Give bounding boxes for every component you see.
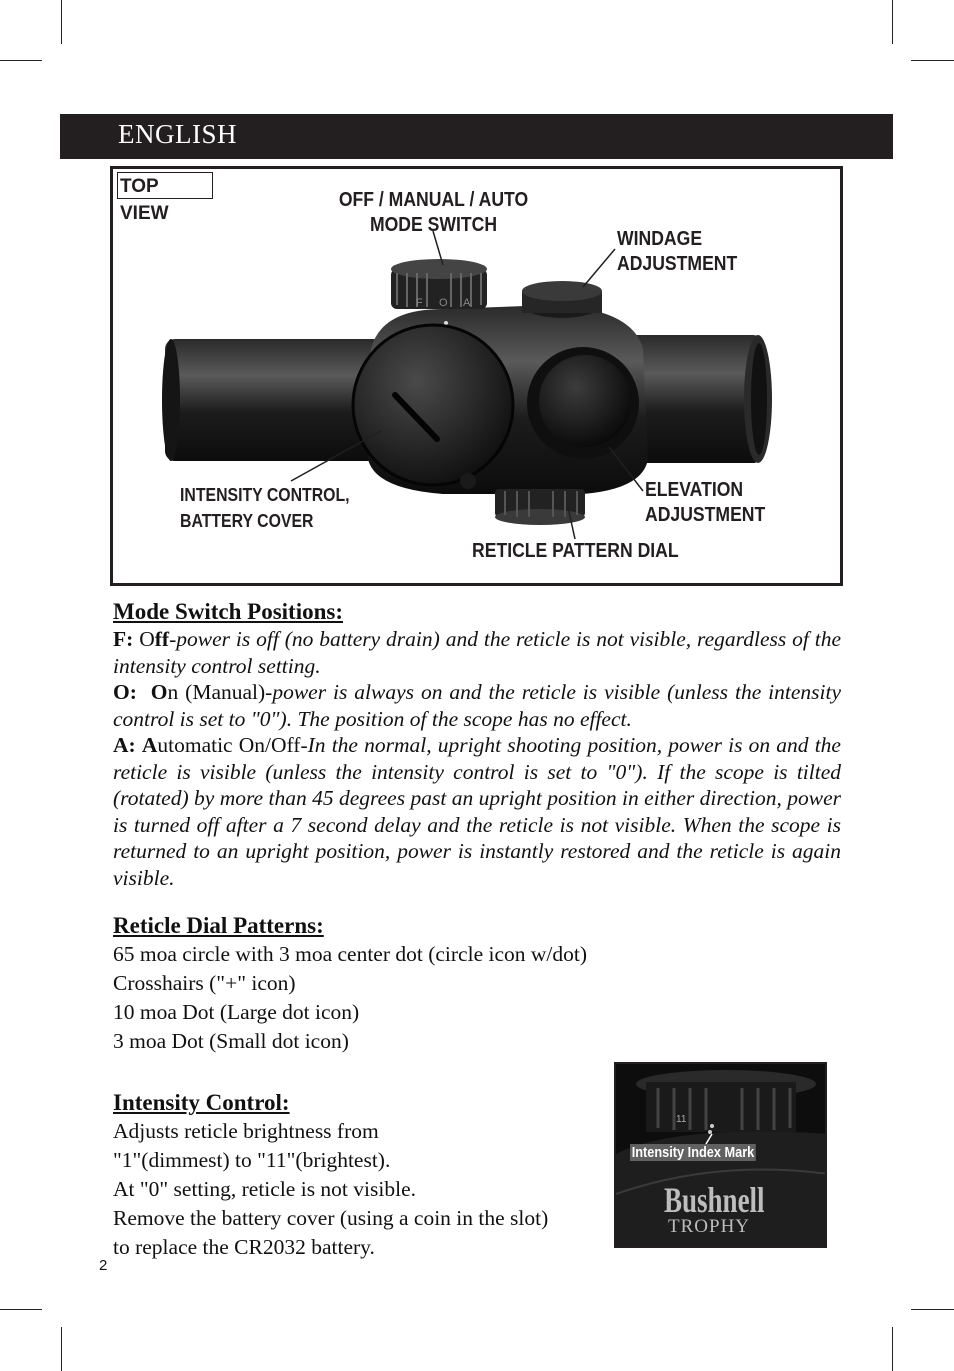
crop-mark	[0, 1309, 42, 1310]
dial-number: 11	[676, 1114, 687, 1125]
switch-letter-f: F	[416, 297, 423, 309]
switch-letter-o: O	[439, 297, 448, 309]
mode-key: F:	[113, 627, 134, 651]
reticle-patterns-section	[113, 912, 841, 1056]
callout-line: MODE SWITCH	[369, 214, 498, 236]
callout-line: INTENSITY CONTROL,	[180, 485, 350, 505]
callout-line: OFF / MANUAL / AUTO	[338, 189, 529, 211]
mode-initial: A	[141, 733, 158, 757]
mode-o-paragraph	[113, 679, 841, 732]
intensity-photo	[614, 1062, 827, 1248]
mode-word: ff	[154, 627, 170, 651]
callout-line: BATTERY COVER	[180, 511, 314, 531]
reticle-dial-callout: RETICLE PATTERN DIAL	[472, 540, 679, 562]
mode-a-paragraph	[113, 732, 841, 891]
crop-mark	[892, 1327, 893, 1371]
crop-mark	[61, 1327, 62, 1371]
section-heading: Intensity Control:	[113, 1090, 290, 1115]
crop-mark	[911, 60, 954, 61]
switch-letter-a: A	[463, 297, 471, 309]
language-header-bar	[60, 114, 893, 159]
mode-word: utomatic On/Off-	[157, 733, 308, 757]
list-item: Remove the battery cover (using a coin in the slot)	[113, 1206, 549, 1230]
crop-mark	[892, 0, 893, 44]
section-heading: Reticle Dial Patterns:	[113, 913, 324, 938]
mode-description: In the normal, upright shooting position, power is on and the reticle is visible (unless the intensity control is set to "0"). If the scope is tilted (rotated) by more than 45 degrees past an upright position in either direction, power is turned off after a 7 second delay and the reticle is not visible. When the scope is returned to an upright position, power is instantly restored and the reticle is again visible.	[113, 733, 841, 890]
model-logo: TROPHY	[668, 1216, 751, 1237]
top-view-label: TOP VIEW	[117, 172, 213, 199]
windage-callout	[617, 227, 737, 277]
mode-description: power is always on and the reticle is visible (unless the intensity control is set to "0"). The position of the scope has no effect.	[113, 680, 842, 731]
mode-key: A:	[113, 733, 136, 757]
list-item: 10 moa Dot (Large dot icon)	[113, 1000, 360, 1024]
mode-f-paragraph	[113, 626, 841, 679]
crop-mark	[911, 1309, 954, 1310]
mode-description: -power is off (no battery drain) and the reticle is not visible, regardless of the intensity control setting.	[113, 627, 842, 678]
language-title: ENGLISH	[118, 119, 237, 149]
mode-key: O:	[113, 680, 137, 704]
list-item: Adjusts reticle brightness from	[113, 1119, 379, 1143]
callout-line: ELEVATION	[645, 479, 744, 501]
intensity-callout	[180, 482, 350, 534]
mode-word: n (Manual)-	[167, 680, 273, 704]
list-item: 65 moa circle with 3 moa center dot (circle icon w/dot)	[113, 942, 588, 966]
intensity-section	[113, 1089, 593, 1262]
list-item: 3 moa Dot (Small dot icon)	[113, 1029, 349, 1053]
mode-initial: O	[150, 680, 168, 704]
top-view-figure	[110, 166, 843, 586]
section-heading: Mode Switch Positions:	[113, 599, 343, 624]
crop-mark	[61, 0, 62, 44]
crop-mark	[0, 60, 42, 61]
callout-line: ADJUSTMENT	[617, 253, 738, 275]
callout-line: WINDAGE	[617, 228, 703, 250]
intensity-index-mark-label: Intensity Index Mark	[631, 1144, 755, 1161]
list-item: to replace the CR2032 battery.	[113, 1235, 375, 1259]
elevation-callout	[645, 478, 765, 528]
page-number: 2	[99, 1257, 108, 1274]
list-item: "1"(dimmest) to "11"(brightest).	[113, 1148, 391, 1172]
mode-switch-callout	[335, 188, 533, 238]
list-item: Crosshairs ("+" icon)	[113, 971, 296, 995]
callout-line: ADJUSTMENT	[645, 504, 766, 526]
mode-switch-section	[113, 598, 841, 891]
brand-logo: Bushnell	[664, 1180, 765, 1220]
mode-initial: O	[139, 627, 155, 651]
list-item: At "0" setting, reticle is not visible.	[113, 1177, 416, 1201]
